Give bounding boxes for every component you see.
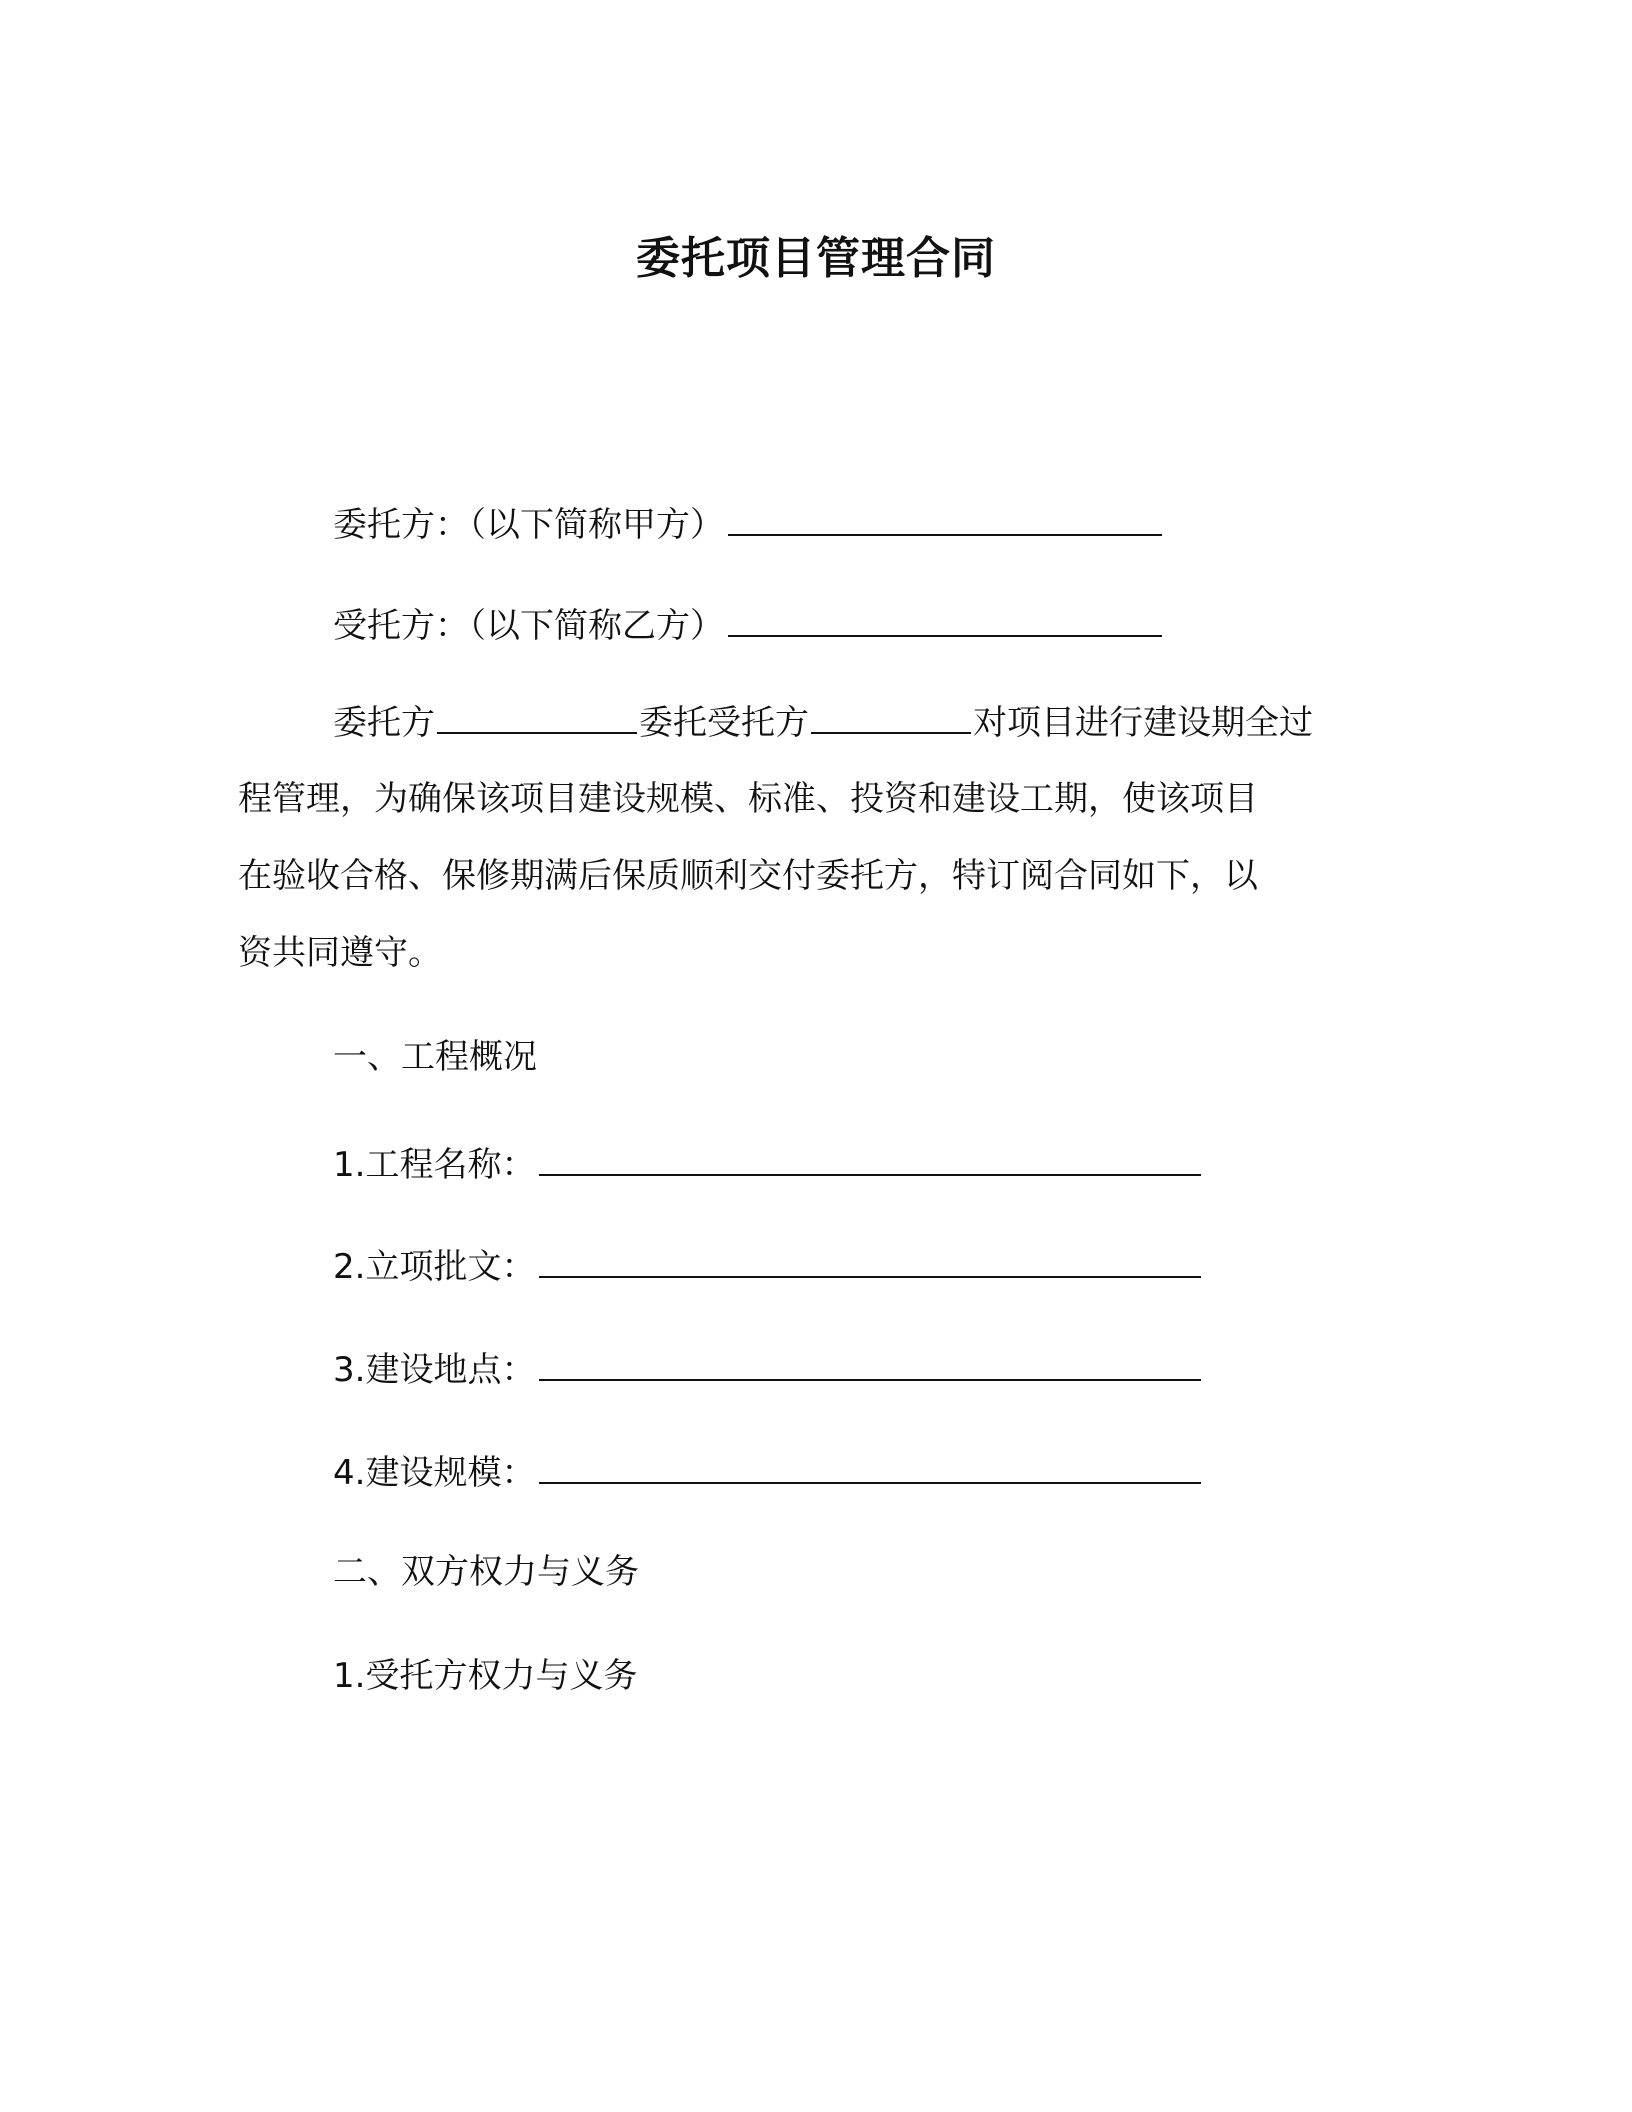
location-line — [333, 1345, 1201, 1394]
party-a-blank[interactable] — [728, 500, 1162, 536]
project-name-line — [333, 1140, 1201, 1189]
party-b-blank[interactable] — [728, 601, 1162, 637]
approval-doc-line — [333, 1242, 1201, 1291]
document-title: 委托项目管理合同 — [636, 233, 996, 284]
party-a-label: 委托方：（以下简称甲方） — [333, 505, 724, 545]
client-name-blank[interactable] — [437, 698, 637, 734]
project-name-blank[interactable] — [539, 1140, 1201, 1176]
preamble-text-1b: 委托受托方 — [639, 703, 809, 743]
location-label: 3.建设地点： — [333, 1350, 536, 1390]
scale-line — [333, 1448, 1201, 1497]
preamble-line-4: 资共同遵守。 — [238, 933, 442, 973]
preamble-line-1 — [333, 698, 1313, 747]
approval-doc-blank[interactable] — [539, 1242, 1201, 1278]
approval-doc-label: 2.立项批文： — [333, 1247, 536, 1287]
location-blank[interactable] — [539, 1345, 1201, 1381]
preamble-line-3: 在验收合格、保修期满后保质顺利交付委托方，特订阅合同如下，以 — [238, 856, 1258, 896]
scale-blank[interactable] — [539, 1448, 1201, 1484]
section2-sub1: 1.受托方权力与义务 — [333, 1656, 638, 1696]
party-a-line — [333, 500, 1162, 549]
contractor-name-blank[interactable] — [811, 698, 971, 734]
preamble-text-1a: 委托方 — [333, 703, 435, 743]
scale-label: 4.建设规模： — [333, 1453, 536, 1493]
section2-heading: 二、双方权力与义务 — [333, 1552, 639, 1592]
section1-heading: 一、工程概况 — [333, 1037, 537, 1077]
preamble-line-2: 程管理，为确保该项目建设规模、标准、投资和建设工期，使该项目 — [238, 779, 1258, 819]
preamble-text-1c: 对项目进行建设期全过 — [973, 703, 1313, 743]
party-b-label: 受托方：（以下简称乙方） — [333, 606, 724, 646]
project-name-label: 1.工程名称： — [333, 1145, 536, 1185]
party-b-line — [333, 601, 1162, 650]
